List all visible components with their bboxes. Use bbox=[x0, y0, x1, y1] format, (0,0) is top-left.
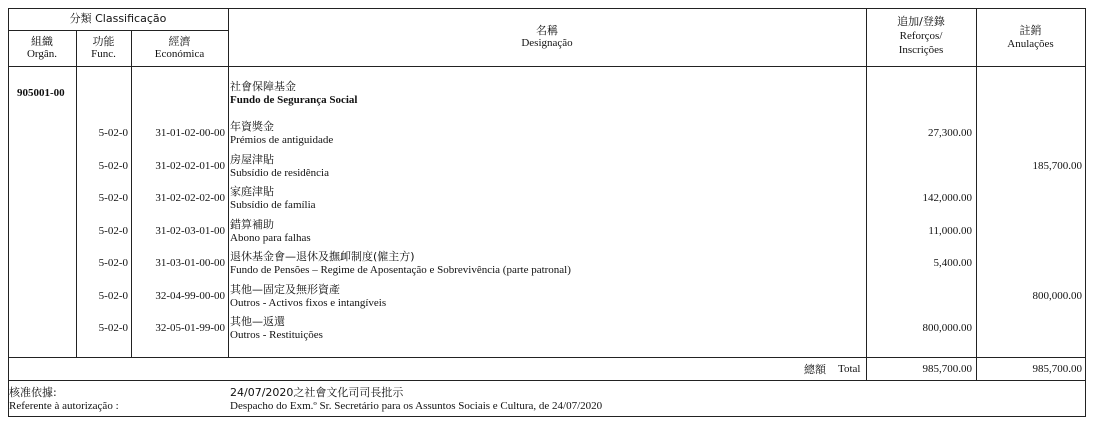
authorization-text-zh: 24/07/2020之社會文化司司長批示 bbox=[230, 386, 404, 399]
row-econ-code: 31-02-03-01-00 bbox=[155, 225, 225, 237]
func-header-pt: Func. bbox=[91, 48, 116, 60]
row-reforco: 11,000.00 bbox=[928, 225, 972, 237]
table-border-left bbox=[8, 8, 9, 417]
row-designation-zh: 錯算補助 bbox=[230, 218, 274, 231]
group-name-zh: 社會保障基金 bbox=[230, 80, 296, 93]
econ-header-pt: Económica bbox=[154, 48, 205, 60]
row-designation-zh: 家庭津貼 bbox=[230, 185, 274, 198]
anulacoes-header-zh: 註銷 bbox=[1019, 24, 1042, 37]
designation-header-zh: 名稱 bbox=[536, 24, 558, 37]
group-organ-code: 905001-00 bbox=[17, 87, 65, 99]
group-name-pt: Fundo de Segurança Social bbox=[230, 94, 358, 106]
row-designation-zh: 年資獎金 bbox=[230, 120, 274, 133]
row-func-code: 5-02-0 bbox=[98, 225, 128, 237]
row-reforco: 800,000.00 bbox=[922, 322, 972, 334]
row-designation-pt: Outros - Restituições bbox=[230, 329, 323, 341]
designation-header-pt: Designação bbox=[521, 37, 573, 49]
row-econ-code: 31-02-02-02-00 bbox=[155, 192, 225, 204]
row-func-code: 5-02-0 bbox=[98, 192, 128, 204]
row-anulacao: 800,000.00 bbox=[1032, 290, 1082, 302]
designation-left-border bbox=[228, 8, 229, 358]
row-designation-pt: Subsídio de família bbox=[230, 199, 316, 211]
row-reforco: 142,000.00 bbox=[922, 192, 972, 204]
row-func-code: 5-02-0 bbox=[98, 322, 128, 334]
row-designation-pt: Outros - Activos fixos e intangíveis bbox=[230, 297, 387, 309]
table-border-right bbox=[1085, 8, 1086, 417]
row-econ-code: 32-05-01-99-00 bbox=[155, 322, 225, 334]
row-designation-zh: 房屋津貼 bbox=[230, 153, 274, 166]
func-header-zh: 功能 bbox=[92, 35, 115, 48]
table-border-bottom bbox=[8, 416, 1085, 417]
row-designation-zh: 其他—返還 bbox=[230, 315, 285, 328]
total-anulacao: 985,700.00 bbox=[1032, 363, 1082, 375]
total-reforco: 985,700.00 bbox=[922, 363, 972, 375]
row-func-code: 5-02-0 bbox=[98, 290, 128, 302]
classification-sub-border bbox=[8, 30, 228, 31]
row-designation-pt: Abono para falhas bbox=[230, 232, 311, 244]
body-bottom-border bbox=[8, 357, 1085, 358]
row-econ-code: 31-03-01-00-00 bbox=[155, 257, 225, 269]
header-bottom-border bbox=[8, 66, 1085, 67]
row-func-code: 5-02-0 bbox=[98, 257, 128, 269]
row-designation-zh: 其他—固定及無形資產 bbox=[230, 283, 340, 296]
total-bottom-border bbox=[8, 380, 1085, 381]
classification-header: 分類 Classificação bbox=[69, 12, 167, 25]
reforcos-header-zh: 追加/登錄 bbox=[897, 15, 945, 28]
row-anulacao: 185,700.00 bbox=[1032, 160, 1082, 172]
row-econ-code: 31-01-02-00-00 bbox=[155, 127, 225, 139]
row-designation-zh: 退休基金會—退休及撫卹制度(僱主方) bbox=[230, 250, 415, 263]
authorization-label-pt: Referente à autorização : bbox=[9, 400, 119, 412]
organ-header-zh: 組織 bbox=[31, 35, 53, 48]
table-border-top bbox=[8, 8, 1085, 9]
reforcos-header-pt1: Reforços/ bbox=[899, 30, 943, 42]
anulacoes-header-pt: Anulações bbox=[1007, 38, 1054, 50]
row-econ-code: 32-04-99-00-00 bbox=[155, 290, 225, 302]
total-label-pt: Total bbox=[838, 363, 861, 375]
reforcos-header-pt2: Inscrições bbox=[898, 44, 944, 56]
row-func-code: 5-02-0 bbox=[98, 127, 128, 139]
row-designation-pt: Fundo de Pensões – Regime de Aposentação e Sobrevivência (parte patronal) bbox=[230, 264, 571, 276]
row-reforco: 27,300.00 bbox=[928, 127, 972, 139]
row-econ-code: 31-02-02-01-00 bbox=[155, 160, 225, 172]
organ-header-pt: Orgân. bbox=[26, 48, 58, 60]
econ-header-zh: 經濟 bbox=[168, 35, 191, 48]
row-designation-pt: Prémios de antiguidade bbox=[230, 134, 334, 146]
row-func-code: 5-02-0 bbox=[98, 160, 128, 172]
authorization-text-pt: Despacho do Exm.º Sr. Secretário para os Assuntos Sociais e Cultura, de 24/07/2020 bbox=[230, 400, 603, 412]
row-reforco: 5,400.00 bbox=[933, 257, 972, 269]
row-designation-pt: Subsídio de residência bbox=[230, 167, 329, 179]
authorization-label-zh: 核准依據: bbox=[9, 386, 57, 399]
total-label-zh: 總額 bbox=[804, 363, 826, 376]
anulacoes-left-border bbox=[976, 8, 977, 381]
